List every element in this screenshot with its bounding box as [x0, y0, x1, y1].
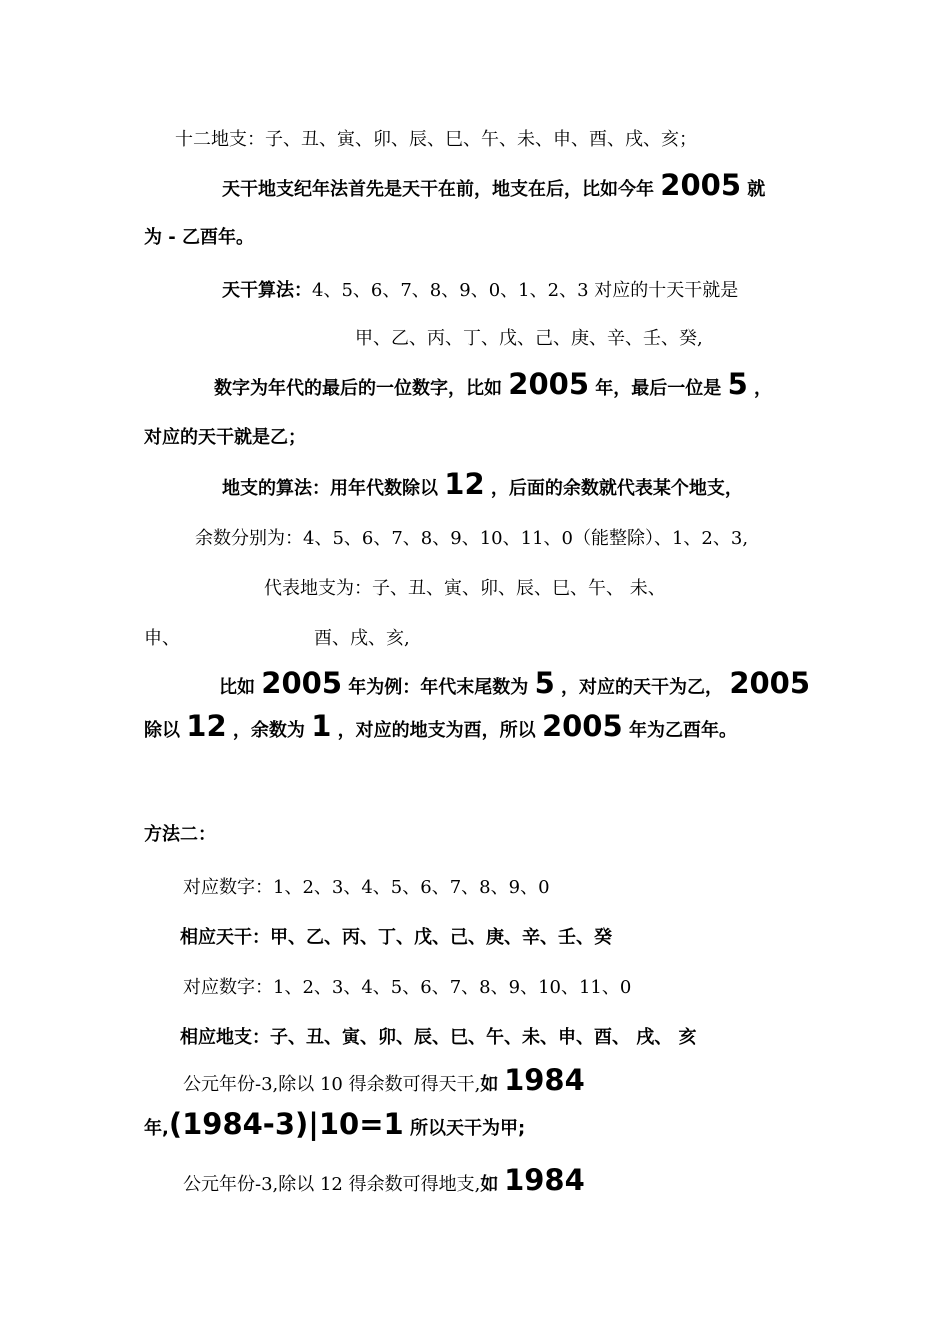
example-line2: [144, 709, 737, 743]
text: 就: [747, 179, 766, 200]
branch-correspondence-line2b: 酉、戌、亥,: [314, 628, 410, 649]
section-label: 天干算法：: [222, 280, 312, 301]
intro-paragraph-line1: [222, 168, 766, 202]
text: 年为乙酉年。: [628, 720, 737, 741]
text: 4、5、6、7、8、9、0、1、2、3 对应的十天干就是: [312, 280, 739, 301]
text: 如: [480, 1174, 499, 1195]
year-number: 2005: [541, 709, 623, 743]
text: ，对应的天干为乙，: [561, 677, 724, 698]
text: 地支的算法：用年代数除以: [222, 478, 438, 499]
divisor-number: 12: [444, 467, 485, 501]
stem-explanation-line1: [214, 367, 773, 401]
text: ，余数为: [232, 720, 305, 741]
year-number: 2005: [729, 666, 811, 700]
year-number: 2005: [261, 666, 342, 700]
text: 如: [480, 1074, 499, 1095]
stem-explanation-line2: 对应的天干就是乙；: [144, 427, 306, 448]
divisor-number: 12: [186, 709, 227, 743]
branch-digits-row: 对应数字：1、2、3、4、5、6、7、8、9、10、11、0: [183, 977, 632, 998]
formula-branch-line1: [183, 1163, 585, 1197]
digit-number: 5: [727, 367, 748, 401]
intro-paragraph-line2: 为 - 乙酉年。: [144, 227, 255, 248]
year-number: 1984: [504, 1063, 585, 1097]
text: 所以天干为甲;: [410, 1118, 526, 1139]
stem-digits-row: 对应数字：1、2、3、4、5、6、7、8、9、0: [183, 877, 550, 898]
text: 除以: [144, 720, 180, 741]
year-number: 1984: [504, 1163, 585, 1197]
stem-names-row: 相应天干：甲、乙、丙、丁、戊、己、庚、辛、壬、癸: [180, 927, 612, 948]
remainder-number: 1: [311, 709, 332, 743]
formula-stem-line1: [183, 1063, 585, 1097]
heavenly-stems-method: [222, 282, 738, 300]
text: 年，最后一位是: [595, 378, 722, 399]
branch-method-line: [222, 467, 743, 501]
text: 数字为年代的最后的一位数字，比如: [214, 378, 502, 399]
text: 天干地支纪年法首先是天干在前，地支在后，比如今年: [222, 179, 654, 200]
text: 比如: [219, 677, 255, 698]
text: 公元年份-3,除以 10 得余数可得天干,: [183, 1074, 481, 1095]
text: 年,: [144, 1118, 169, 1139]
branch-correspondence-line2a: 申、: [144, 628, 180, 649]
year-number: 2005: [508, 367, 589, 401]
branch-correspondence-line1: 代表地支为：子、丑、寅、卯、辰、巳、午、 未、: [264, 578, 666, 599]
text: 年为例：年代末尾数为: [348, 677, 529, 698]
text: ，后面的余数就代表某个地支，: [490, 478, 743, 499]
formula-stem-line2: [144, 1107, 526, 1141]
example-line1: [219, 666, 811, 700]
earthly-branches-list: 十二地支：子、丑、寅、卯、辰、巳、午、未、申、酉、戌、亥；: [175, 129, 697, 150]
text: ，: [754, 378, 773, 399]
method-two-heading: 方法二：: [144, 824, 216, 845]
heavenly-stems-list: 甲、乙、丙、丁、戊、己、庚、辛、壬、癸,: [355, 328, 703, 349]
text: ，对应的地支为酉，所以: [337, 720, 536, 741]
year-number: 2005: [660, 168, 741, 202]
formula-expression: (1984-3)|10=1: [168, 1107, 404, 1141]
branch-names-row: 相应地支：子、丑、寅、卯、辰、巳、午、未、申、酉、 戌、 亥: [180, 1027, 697, 1048]
remainder-list: 余数分别为：4、5、6、7、8、9、10、11、0（能整除）、1、2、3,: [195, 528, 749, 549]
text: 公元年份-3,除以 12 得余数可得地支,: [183, 1174, 481, 1195]
digit-number: 5: [534, 666, 555, 700]
